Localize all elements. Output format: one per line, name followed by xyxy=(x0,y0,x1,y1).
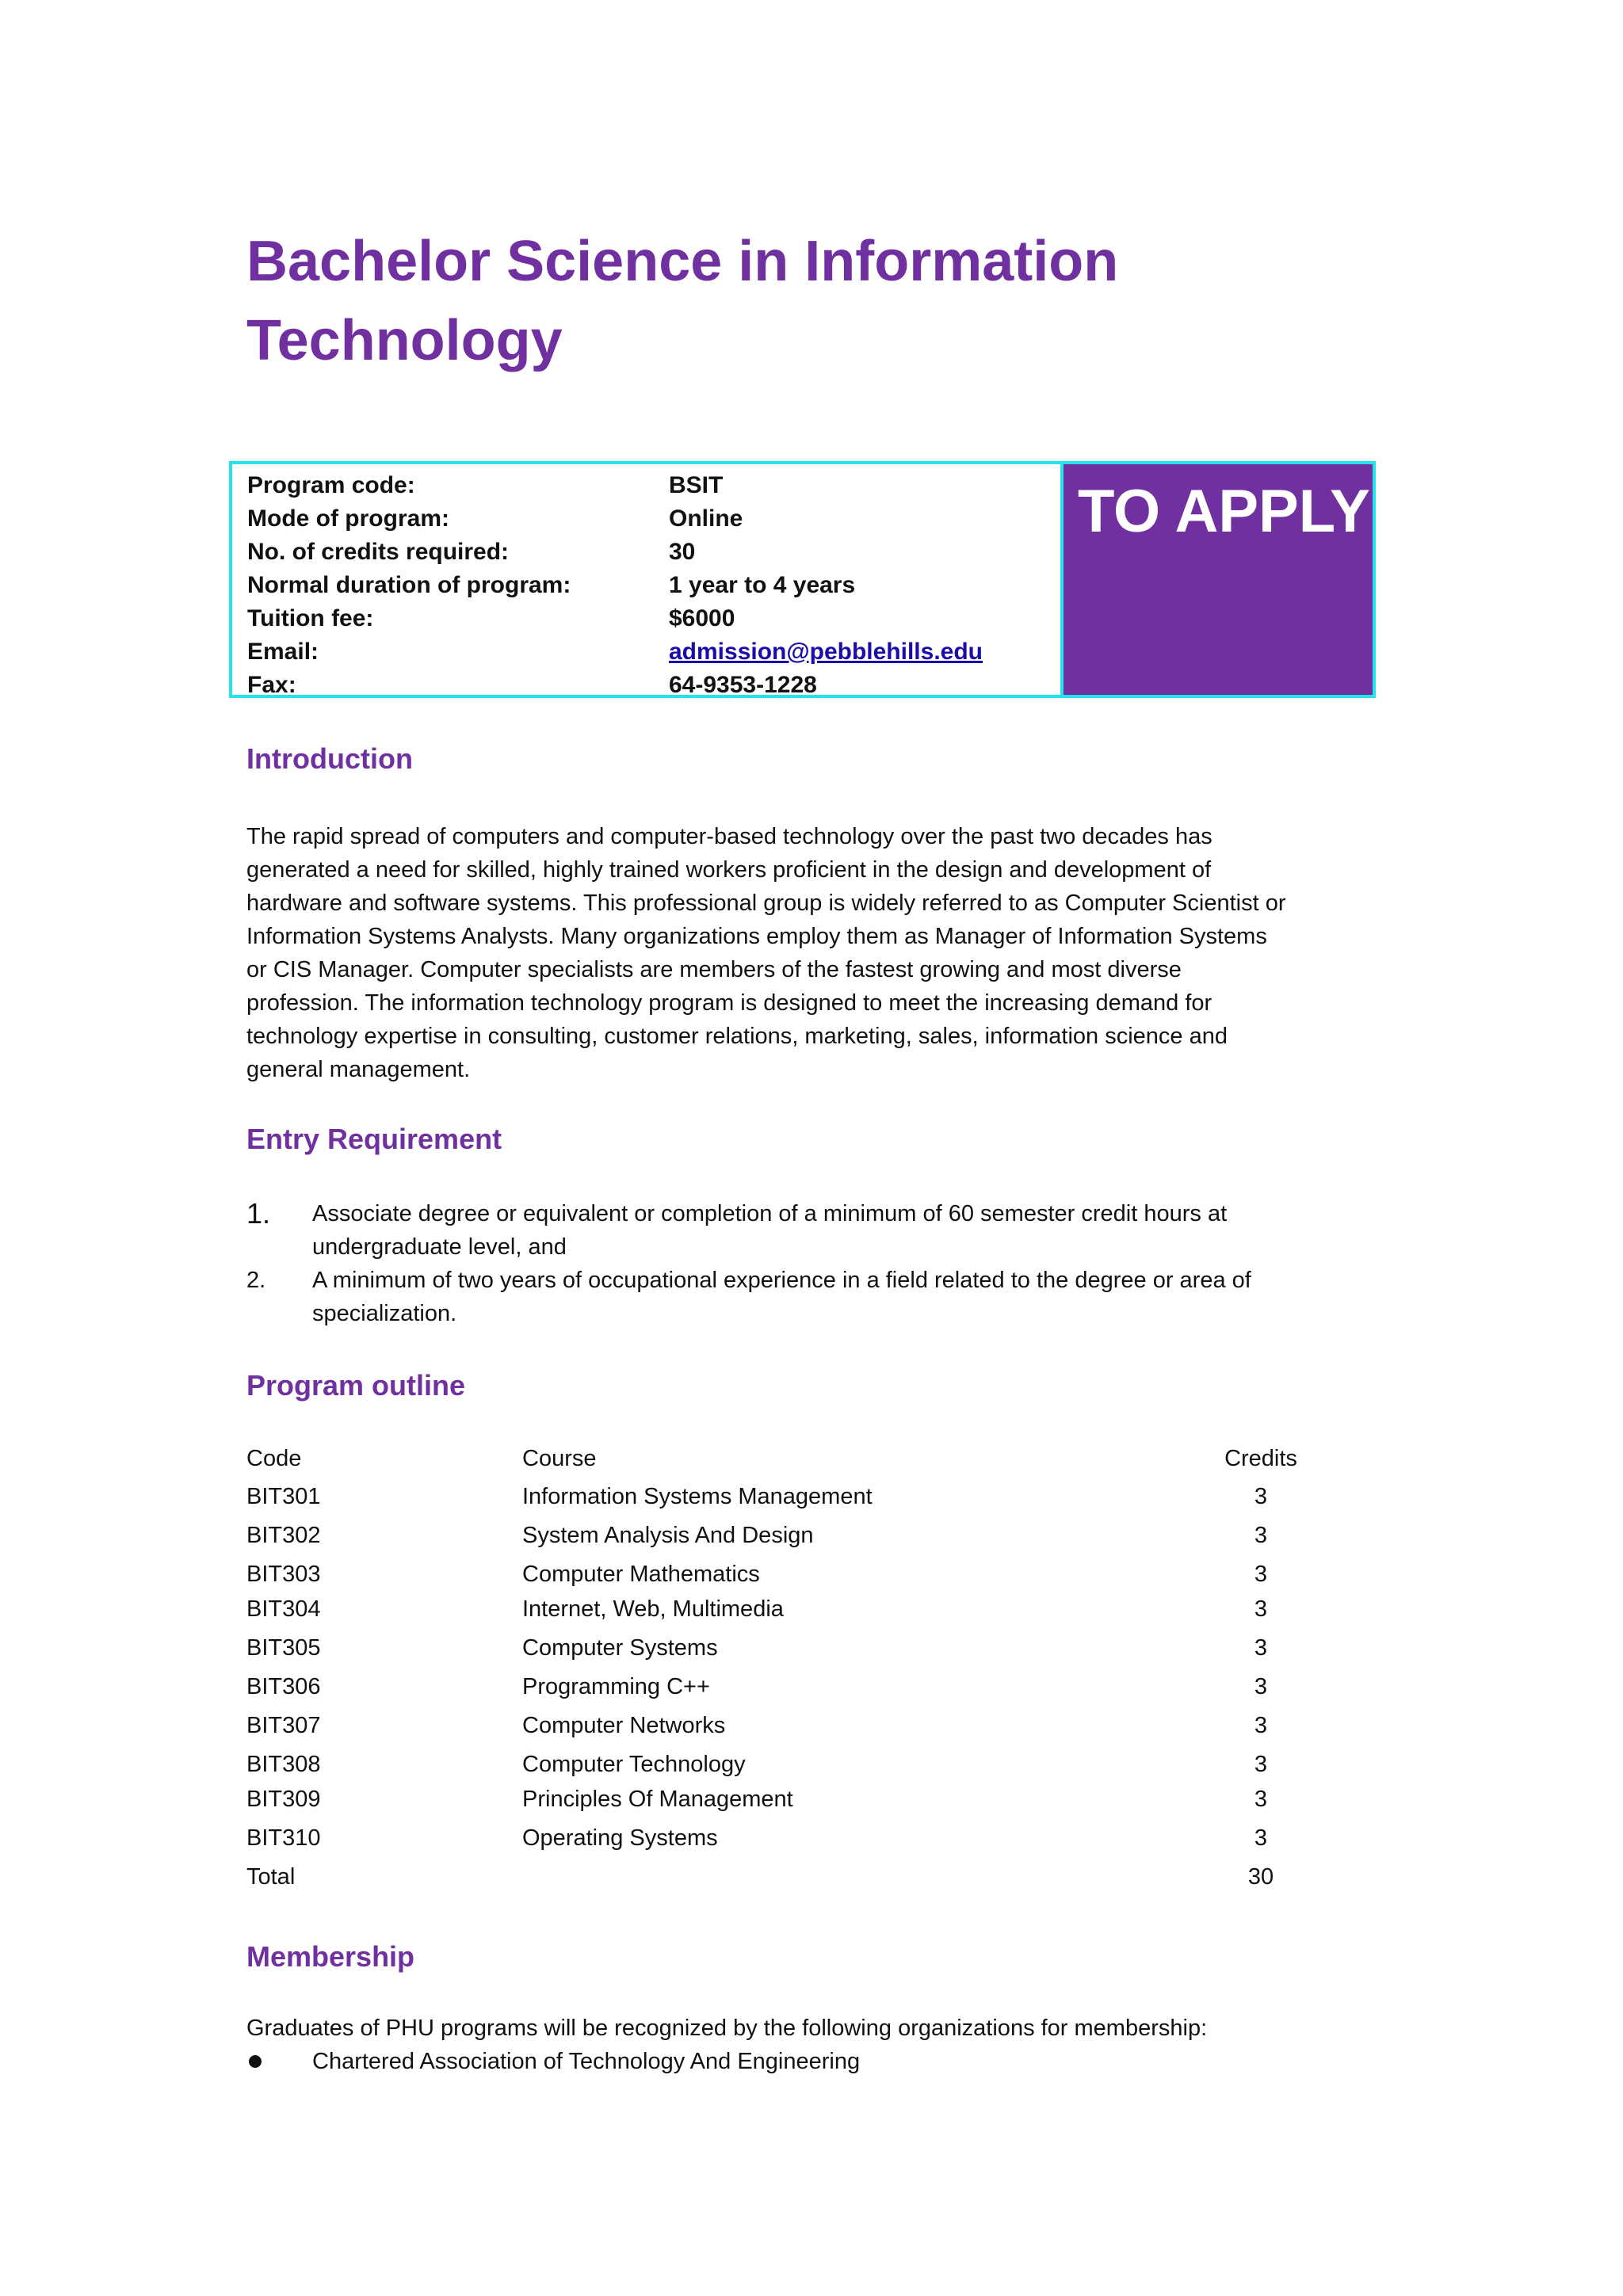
paragraph-line: The rapid spread of computers and computer-based technology over the past two decades has xyxy=(246,824,1212,849)
table-row xyxy=(246,1592,1356,1627)
info-label: Email: xyxy=(247,639,319,665)
paragraph-line: hardware and software systems. This professional group is widely referred to as Computer Scientist or xyxy=(246,891,1286,916)
paragraph-line: profession. The information technology program is designed to meet the increasing demand for xyxy=(246,990,1212,1016)
info-row-tuition xyxy=(247,602,1060,635)
course-code: BIT310 xyxy=(246,1825,321,1851)
table-row xyxy=(246,1557,1356,1592)
list-number: 1. xyxy=(246,1197,271,1230)
bullet-icon xyxy=(246,2055,312,2068)
table-row xyxy=(246,1518,1356,1553)
course-code: BIT303 xyxy=(246,1562,321,1587)
membership-organization: Chartered Association of Technology And Engineering xyxy=(312,2049,861,2074)
entry-requirement-list xyxy=(246,1197,1403,1330)
info-value: 1 year to 4 years xyxy=(669,572,856,598)
info-value: 30 xyxy=(669,539,696,565)
membership-list-item xyxy=(246,2045,860,2078)
info-row-program-code xyxy=(247,469,1060,502)
info-row-fax xyxy=(247,669,1060,702)
column-header-code: Code xyxy=(246,1446,302,1471)
course-credits: 3 xyxy=(1254,1484,1268,1509)
program-info-table xyxy=(232,464,1060,698)
introduction-paragraph xyxy=(246,820,1403,1086)
course-name: Computer Systems xyxy=(522,1635,718,1661)
info-label: Normal duration of program: xyxy=(247,572,571,598)
info-label: No. of credits required: xyxy=(247,539,510,565)
info-value: 64-9353-1228 xyxy=(669,672,817,698)
info-value: Online xyxy=(669,505,743,532)
course-name: System Analysis And Design xyxy=(522,1523,814,1548)
course-name: Computer Mathematics xyxy=(522,1562,760,1587)
paragraph-line: or CIS Manager. Computer specialists are members of the fastest growing and most diverse xyxy=(246,957,1182,982)
column-header-credits: Credits xyxy=(1224,1446,1297,1471)
course-code: BIT301 xyxy=(246,1484,321,1509)
info-value xyxy=(669,639,983,666)
page-title xyxy=(246,222,1277,380)
paragraph-line: Information Systems Analysts. Many organizations employ them as Manager of Information Systems xyxy=(246,924,1267,949)
table-row xyxy=(246,1821,1356,1855)
info-value: BSIT xyxy=(669,472,724,498)
info-row-mode xyxy=(247,502,1060,536)
to-apply-button[interactable]: TO APPLY xyxy=(1060,464,1373,695)
info-row-email xyxy=(247,635,1060,669)
list-number: 2. xyxy=(246,1268,266,1293)
total-credits: 30 xyxy=(1247,1864,1274,1890)
course-name: Information Systems Management xyxy=(522,1484,873,1509)
paragraph-line: general management. xyxy=(246,1057,471,1082)
course-credits: 3 xyxy=(1254,1825,1268,1851)
info-label: Tuition fee: xyxy=(247,605,374,631)
course-code: BIT305 xyxy=(246,1635,321,1661)
course-name: Internet, Web, Multimedia xyxy=(522,1596,784,1622)
course-credits: 3 xyxy=(1254,1523,1268,1548)
info-label: Fax: xyxy=(247,672,296,698)
list-text-line: Associate degree or equivalent or completion of a minimum of 60 semester credit hours at xyxy=(312,1201,1228,1226)
course-code: BIT304 xyxy=(246,1596,321,1622)
course-code: BIT308 xyxy=(246,1752,321,1777)
info-value: $6000 xyxy=(669,605,735,631)
course-name: Computer Technology xyxy=(522,1752,746,1777)
list-text xyxy=(312,1197,1227,1264)
list-item xyxy=(246,1264,1403,1330)
course-credits: 3 xyxy=(1254,1752,1268,1777)
column-header-course: Course xyxy=(522,1446,597,1471)
program-outline-heading: Program outline xyxy=(246,1369,466,1402)
course-name: Operating Systems xyxy=(522,1825,718,1851)
list-text xyxy=(312,1264,1251,1330)
course-credits: 3 xyxy=(1254,1596,1268,1622)
course-credits: 3 xyxy=(1254,1562,1268,1587)
title-line-2: Technology xyxy=(246,309,563,372)
title-line-1: Bachelor Science in Information xyxy=(246,230,1119,293)
list-text-line: undergraduate level, and xyxy=(312,1234,567,1260)
membership-intro: Graduates of PHU programs will be recognized by the following organizations for membership: xyxy=(246,2016,1208,2041)
email-link[interactable]: admission@pebblehills.edu xyxy=(669,639,983,665)
course-code: BIT306 xyxy=(246,1674,321,1699)
course-credits: 3 xyxy=(1254,1635,1268,1661)
info-row-duration xyxy=(247,569,1060,602)
course-name: Principles Of Management xyxy=(522,1787,793,1812)
info-label: Mode of program: xyxy=(247,505,449,532)
course-credits: 3 xyxy=(1254,1674,1268,1699)
paragraph-line: generated a need for skilled, highly trained workers proficient in the design and development of xyxy=(246,857,1212,883)
table-row xyxy=(246,1782,1356,1817)
table-total-row xyxy=(246,1859,1356,1894)
info-row-credits xyxy=(247,536,1060,569)
course-code: BIT307 xyxy=(246,1713,321,1738)
list-item xyxy=(246,1197,1403,1264)
list-text-line: A minimum of two years of occupational experience in a field related to the degree or area of xyxy=(312,1268,1251,1293)
table-row xyxy=(246,1630,1356,1665)
table-row xyxy=(246,1747,1356,1782)
course-credits: 3 xyxy=(1254,1787,1268,1812)
program-info-box xyxy=(229,461,1376,698)
paragraph-line: technology expertise in consulting, customer relations, marketing, sales, information science and xyxy=(246,1024,1228,1049)
info-label: Program code: xyxy=(247,472,415,498)
membership-heading: Membership xyxy=(246,1940,415,1973)
table-row xyxy=(246,1479,1356,1514)
course-name: Computer Networks xyxy=(522,1713,726,1738)
table-header-row xyxy=(246,1441,1356,1476)
course-name: Programming C++ xyxy=(522,1674,710,1699)
total-label: Total xyxy=(246,1864,296,1890)
course-code: BIT309 xyxy=(246,1787,321,1812)
course-code: BIT302 xyxy=(246,1523,321,1548)
entry-requirement-heading: Entry Requirement xyxy=(246,1123,502,1155)
introduction-heading: Introduction xyxy=(246,742,413,775)
list-text-line: specialization. xyxy=(312,1301,457,1326)
table-row xyxy=(246,1708,1356,1743)
table-row xyxy=(246,1669,1356,1704)
course-credits: 3 xyxy=(1254,1713,1268,1738)
